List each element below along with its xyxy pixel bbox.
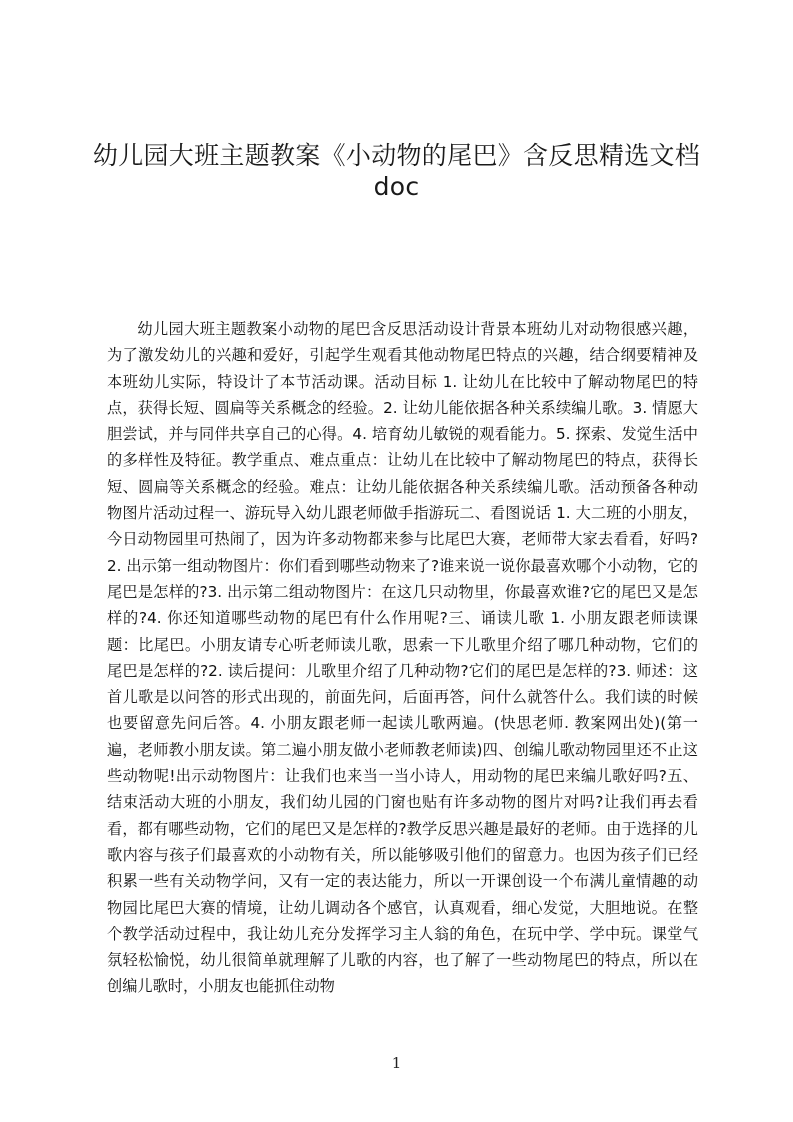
page-number: 1 [391,1054,402,1072]
document-title [60,140,733,202]
body-paragraph: 幼儿园大班主题教案小动物的尾巴含反思活动设计背景本班幼儿对动物很感兴趣，为了激发幼儿的兴趣和爱好，引起学生观看其他动物尾巴特点的兴趣，结合纲要精神及本班幼儿实际，特设计了本节活动课。活动目标 1. 让幼儿在比较中了解动物尾巴的特点，获得长短、圆扁等关系概念的经验。2. 让幼儿能依据各种关系续编儿歌。3. 情愿大胆尝试，并与同伴共享自己的心得。4. 培育幼儿敏锐的观看能力。5. 探索、发觉生活中的多样性及特征。教学重点、难点重点：让幼儿在比较中了解动物尾巴的特点，获得长短、圆扁等关系概念的经验。难点：让幼儿能依据各种关系续编儿歌。活动预备各种动物图片活动过程一、游玩导入幼儿跟老师做手指游玩二、看图说话 1. 大二班的小朋友，今日动物园里可热闹了，因为许多动物都来参与比尾巴大赛，老师带大家去看看，好吗?2. 出示第一组动物图片：你们看到哪些动物来了?谁来说一说你最喜欢哪个小动物，它的尾巴是怎样的?3. 出示第二组动物图片：在这几只动物里，你最喜欢谁?它的尾巴又是怎样的?4. 你还知道哪些动物的尾巴有什么作用呢?三、诵读儿歌 1. 小朋友跟老师读课题：比尾巴。小朋友请专心听老师读儿歌，思索一下儿歌里介绍了哪几种动物，它们的尾巴是怎样的?2. 读后提问：儿歌里介绍了几种动物?它们的尾巴是怎样的?3. 师述：这首儿歌是以问答的形式出现的，前面先问，后面再答，问什么就答什么。我们读的时候也要留意先问后答。4. 小朋友跟老师一起读儿歌两遍。(快思老师. 教案网出处)(第一遍，老师教小朋友读。第二遍小朋友做小老师教老师读)四、创编儿歌动物园里还不止这些动物呢!出示动物图片：让我们也来当一当小诗人，用动物的尾巴来编儿歌好吗?五、结束活动大班的小朋友，我们幼儿园的门窗也贴有许多动物的图片对吗?让我们再去看看，都有哪些动物，它们的尾巴又是怎样的?教学反思兴趣是最好的老师。由于选择的儿歌内容与孩子们最喜欢的小动物有关，所以能够吸引他们的留意力。也因为孩子们已经积累一些有关动物学问，又有一定的表达能力，所以一开课创设一个布满儿童情趣的动物园比尾巴大赛的情境，让幼儿调动各个感官，认真观看，细心发觉，大胆地说。在整个教学活动过程中，我让幼儿充分发挥学习主人翁的角色，在玩中学、学中玩。课堂气氛轻松愉悦，幼儿很简单就理解了儿歌的内容，也了解了一些动物尾巴的特点，所以在创编儿歌时，小朋友也能抓住动物 [107,320,698,996]
title-line-2: doc [373,172,420,201]
title-line-1: 幼儿园大班主题教案《小动物的尾巴》含反思精选文档 [92,141,701,170]
